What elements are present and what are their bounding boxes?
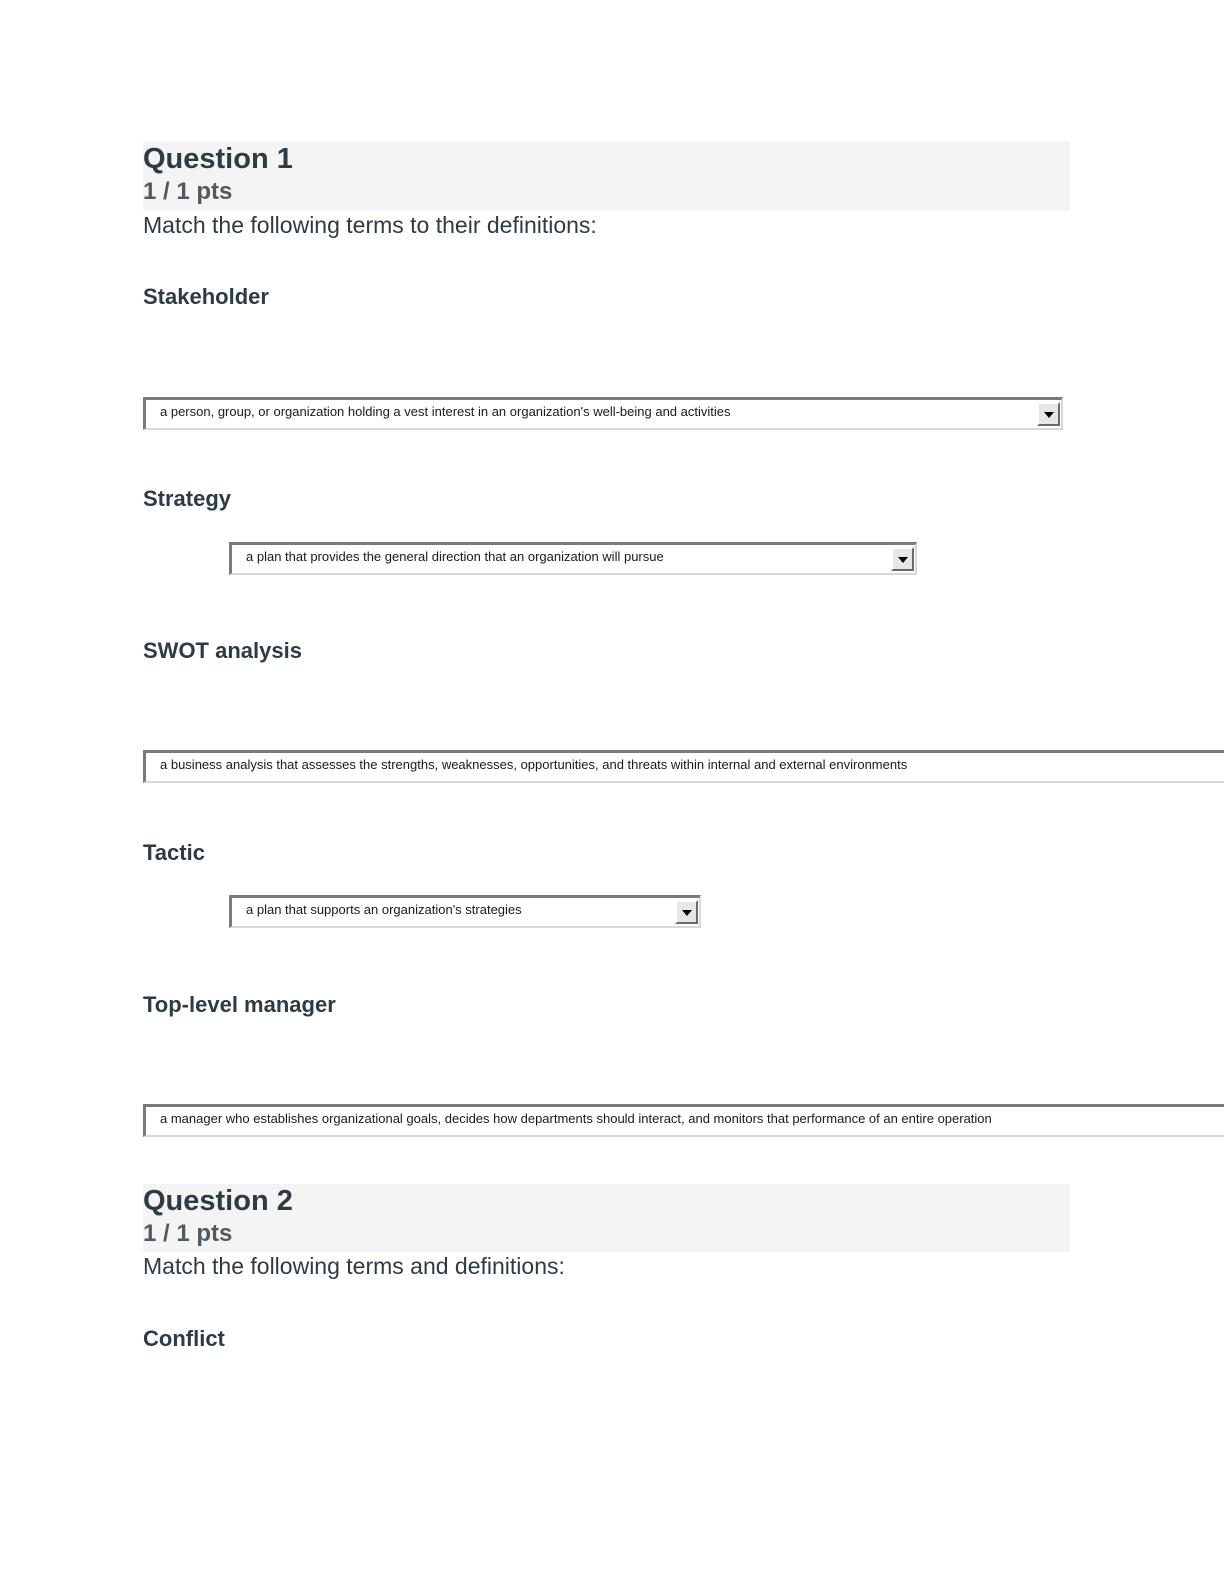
selected-answer: a plan that provides the general direction that an organization will pursue [246,549,664,564]
dropdown-arrow-icon[interactable] [891,547,914,571]
dropdown-arrow-icon[interactable] [1037,402,1060,426]
answer-select[interactable] [143,397,1063,430]
selected-answer: a plan that supports an organization's strategies [246,902,522,917]
selected-answer: a business analysis that assesses the strengths, weaknesses, opportunities, and threats within internal and external environments [160,757,908,772]
question-1-header [143,142,1070,210]
term-label: SWOT analysis [143,638,302,663]
question-points: 1 / 1 pts [143,1220,233,1247]
question-points: 1 / 1 pts [143,178,233,205]
question-2-header [143,1184,1070,1252]
selected-answer: a person, group, or organization holding a vest interest in an organization's well-being and activities [160,404,731,419]
answer-select[interactable] [143,750,1224,783]
term-label: Conflict [143,1326,225,1351]
term-label: Strategy [143,486,232,511]
question-title: Question 2 [143,1185,293,1217]
answer-select[interactable] [143,1104,1224,1137]
answer-select[interactable] [229,542,917,575]
question-prompt: Match the following terms and definitions: [143,1253,565,1279]
selected-answer: a manager who establishes organizational goals, decides how departments should interact, and monitors that performance of an entire operation [160,1111,992,1126]
dropdown-arrow-icon[interactable] [675,900,698,924]
term-label: Top-level manager [143,992,336,1017]
term-label: Stakeholder [143,284,269,309]
question-title: Question 1 [143,143,293,175]
answer-select[interactable] [229,895,701,928]
term-label: Tactic [143,840,205,865]
question-prompt: Match the following terms to their definitions: [143,212,597,238]
